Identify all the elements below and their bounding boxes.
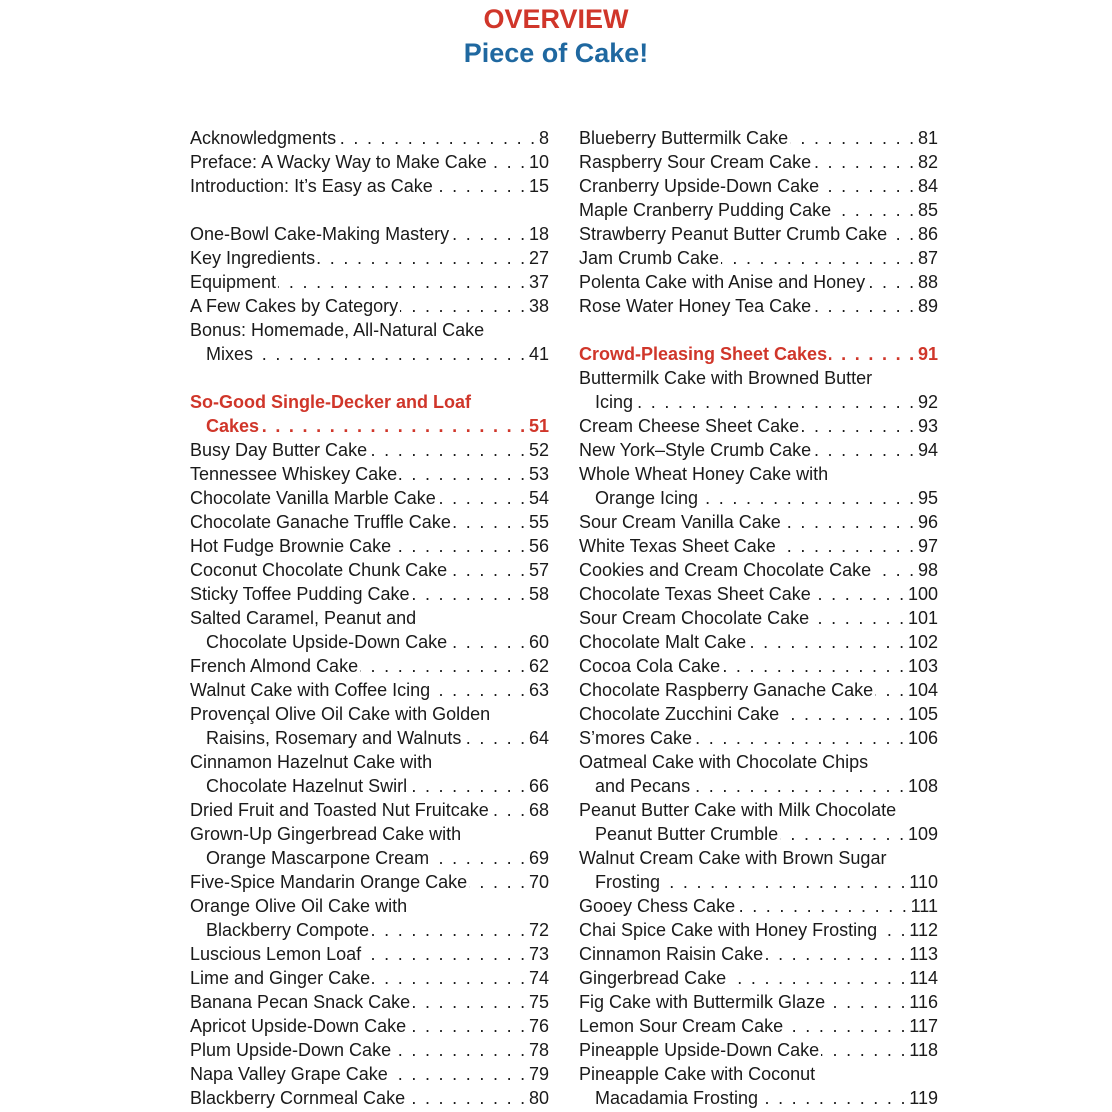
toc-leader-dots bbox=[411, 582, 526, 606]
toc-entry-title: Salted Caramel, Peanut and bbox=[190, 608, 417, 628]
toc-entry-title: Chocolate Zucchini Cake bbox=[579, 704, 780, 724]
toc-page-number: 111 bbox=[910, 896, 938, 916]
toc-entry[interactable] bbox=[579, 942, 938, 966]
toc-entry-title: Blackberry Cornmeal Cake bbox=[190, 1088, 406, 1108]
toc-entry-title: Lime and Ginger Cake bbox=[190, 968, 371, 988]
toc-entry[interactable] bbox=[190, 246, 549, 270]
toc-entry[interactable] bbox=[190, 150, 549, 174]
toc-entry-title: Gingerbread Cake bbox=[579, 968, 727, 988]
toc-entry-title: Five-Spice Mandarin Orange Cake bbox=[190, 872, 468, 892]
toc-entry[interactable] bbox=[190, 1014, 549, 1038]
toc-page-number: 75 bbox=[528, 992, 549, 1012]
toc-entry-title: Maple Cranberry Pudding Cake bbox=[579, 200, 832, 220]
toc-entry-title: Buttermilk Cake with Browned Butter bbox=[579, 368, 873, 388]
toc-leader-dots bbox=[338, 126, 537, 150]
toc-entry[interactable] bbox=[190, 534, 549, 558]
toc-entry[interactable] bbox=[579, 654, 938, 678]
toc-entry[interactable] bbox=[190, 270, 549, 294]
toc-leader-dots bbox=[360, 654, 527, 678]
toc-entry-title: Lemon Sour Cream Cake bbox=[579, 1016, 784, 1036]
toc-page-number: 96 bbox=[917, 512, 938, 532]
page-title: OVERVIEW bbox=[483, 4, 629, 34]
toc-entry[interactable] bbox=[190, 846, 549, 870]
toc-leader-dots bbox=[827, 990, 907, 1014]
toc-entry[interactable] bbox=[190, 894, 549, 918]
toc-entry-title: Napa Valley Grape Cake bbox=[190, 1064, 388, 1084]
toc-entry-title: Grown-Up Gingerbread Cake with bbox=[190, 824, 462, 844]
toc-page-number: 78 bbox=[528, 1040, 549, 1060]
toc-entry[interactable] bbox=[190, 630, 549, 654]
toc-entry[interactable] bbox=[190, 510, 549, 534]
toc-page-number: 100 bbox=[907, 584, 938, 604]
toc-entry-title: Fig Cake with Buttermilk Glaze bbox=[579, 992, 826, 1012]
toc-page-number: 113 bbox=[909, 944, 938, 964]
toc-entry[interactable] bbox=[190, 342, 549, 366]
toc-entry-title: Cocoa Cola Cake bbox=[579, 656, 721, 676]
toc-entry-title: Oatmeal Cake with Chocolate Chips bbox=[579, 752, 869, 772]
toc-entry-title: Polenta Cake with Anise and Honey bbox=[579, 272, 866, 292]
toc-leader-dots bbox=[760, 1086, 907, 1110]
toc-leader-dots bbox=[694, 726, 906, 750]
toc-spacer bbox=[190, 366, 549, 390]
toc-entry-title: Sticky Toffee Pudding Cake bbox=[190, 584, 410, 604]
toc-entry[interactable] bbox=[190, 1062, 549, 1086]
toc-page-number: 37 bbox=[528, 272, 549, 292]
toc-leader-dots bbox=[363, 942, 527, 966]
toc-entry-title: Key Ingredients bbox=[190, 248, 316, 268]
toc-entry-title: Strawberry Peanut Butter Crumb Cake bbox=[579, 224, 888, 244]
toc-entry[interactable] bbox=[190, 942, 549, 966]
toc-entry-title: Bonus: Homemade, All-Natural Cake bbox=[190, 320, 485, 340]
toc-entry[interactable] bbox=[579, 510, 938, 534]
toc-leader-dots bbox=[879, 918, 907, 942]
toc-entry[interactable] bbox=[190, 702, 549, 726]
toc-leader-dots bbox=[393, 1038, 527, 1062]
toc-entry-title: Frosting bbox=[595, 872, 661, 892]
toc-page-number: 68 bbox=[528, 800, 549, 820]
toc-page-number: 116 bbox=[909, 992, 938, 1012]
toc-entry-title: Walnut Cream Cake with Brown Sugar bbox=[579, 848, 887, 868]
toc-leader-dots bbox=[873, 558, 916, 582]
toc-entry[interactable] bbox=[579, 126, 938, 150]
toc-entry-title: Chai Spice Cake with Honey Frosting bbox=[579, 920, 878, 940]
toc-entry-title: S’mores Cake bbox=[579, 728, 693, 748]
toc-leader-dots bbox=[278, 270, 527, 294]
toc-page-number: 93 bbox=[917, 416, 938, 436]
toc-page-number: 103 bbox=[907, 656, 938, 676]
toc-page-number: 55 bbox=[528, 512, 549, 532]
toc-entry[interactable] bbox=[190, 126, 549, 150]
toc-page-number: 10 bbox=[528, 152, 549, 172]
toc-entry[interactable] bbox=[579, 630, 938, 654]
toc-entry-title: French Almond Cake bbox=[190, 656, 359, 676]
toc-page-number: 53 bbox=[528, 464, 549, 484]
toc-page-number: 109 bbox=[907, 824, 938, 844]
toc-page-number: 74 bbox=[528, 968, 549, 988]
toc-leader-dots bbox=[393, 534, 527, 558]
toc-entry[interactable] bbox=[190, 438, 549, 462]
toc-entry[interactable] bbox=[579, 390, 938, 414]
toc-entry[interactable] bbox=[579, 270, 938, 294]
toc-page-number: 89 bbox=[917, 296, 938, 316]
toc-entry[interactable] bbox=[579, 990, 938, 1014]
toc-entry[interactable] bbox=[579, 846, 938, 870]
toc-page-number: 79 bbox=[528, 1064, 549, 1084]
toc-entry[interactable] bbox=[579, 1062, 938, 1086]
toc-page-number: 57 bbox=[528, 560, 549, 580]
toc-entry-title: Provençal Olive Oil Cake with Golden bbox=[190, 704, 491, 724]
toc-entry-title: Cranberry Upside-Down Cake bbox=[579, 176, 820, 196]
toc-entry-title: Banana Pecan Snack Cake bbox=[190, 992, 411, 1012]
toc-entry-title: One-Bowl Cake-Making Mastery bbox=[190, 224, 450, 244]
toc-leader-dots bbox=[469, 870, 527, 894]
toc-entry-title: So-Good Single-Decker and Loaf bbox=[190, 392, 472, 412]
toc-page-number: 102 bbox=[907, 632, 938, 652]
toc-leader-dots bbox=[408, 1014, 527, 1038]
toc-leader-dots bbox=[662, 870, 907, 894]
toc-page-number: 105 bbox=[907, 704, 938, 724]
toc-leader-dots bbox=[489, 150, 527, 174]
toc-leader-dots bbox=[451, 222, 527, 246]
toc-page-number: 81 bbox=[917, 128, 938, 148]
toc-entry[interactable] bbox=[579, 750, 938, 774]
toc-page-number: 38 bbox=[528, 296, 549, 316]
toc-leader-dots bbox=[867, 270, 916, 294]
toc-leader-dots bbox=[813, 582, 906, 606]
toc-entry-title: Walnut Cake with Coffee Icing bbox=[190, 680, 431, 700]
toc-entry-title: Plum Upside-Down Cake bbox=[190, 1040, 392, 1060]
toc-leader-dots bbox=[400, 294, 527, 318]
toc-entry[interactable] bbox=[579, 1038, 938, 1062]
toc-leader-dots bbox=[785, 1014, 907, 1038]
toc-leader-dots bbox=[765, 942, 907, 966]
page-header bbox=[0, 2, 1112, 70]
toc-page-number: 87 bbox=[917, 248, 938, 268]
toc-page-number: 119 bbox=[909, 1088, 938, 1108]
toc-entry-title: Icing bbox=[595, 392, 634, 412]
toc-leader-dots bbox=[491, 798, 527, 822]
toc-entry-title: Blackberry Compote bbox=[206, 920, 370, 940]
toc-entry-title: Sour Cream Chocolate Cake bbox=[579, 608, 810, 628]
toc-entry[interactable] bbox=[579, 366, 938, 390]
toc-entry-title: Cream Cheese Sheet Cake bbox=[579, 416, 800, 436]
toc-leader-dots bbox=[255, 342, 527, 366]
toc-leader-dots bbox=[821, 174, 916, 198]
toc-column-right bbox=[579, 126, 938, 1110]
toc-entry-title: Chocolate Hazelnut Swirl bbox=[206, 776, 408, 796]
toc-entry[interactable] bbox=[579, 606, 938, 630]
toc-entry[interactable] bbox=[579, 486, 938, 510]
toc-entry[interactable] bbox=[579, 894, 938, 918]
toc-page-number: 27 bbox=[528, 248, 549, 268]
toc-entry-title: Cakes bbox=[206, 416, 260, 436]
toc-entry-title: Tennessee Whiskey Cake bbox=[190, 464, 398, 484]
toc-page-number: 60 bbox=[528, 632, 549, 652]
toc-leader-dots bbox=[431, 846, 527, 870]
toc-entry[interactable] bbox=[579, 222, 938, 246]
toc-leader-dots bbox=[783, 510, 916, 534]
toc-spacer bbox=[579, 318, 938, 342]
toc-entry-title: Equipment bbox=[190, 272, 277, 292]
toc-page-number: 97 bbox=[917, 536, 938, 556]
toc-entry-title: Acknowledgments bbox=[190, 128, 337, 148]
toc-entry[interactable] bbox=[190, 990, 549, 1014]
toc-entry[interactable] bbox=[579, 558, 938, 582]
toc-entry-title: Luscious Lemon Loaf bbox=[190, 944, 362, 964]
toc-entry-title: Macadamia Frosting bbox=[595, 1088, 759, 1108]
toc-leader-dots bbox=[317, 246, 527, 270]
toc-entry-title: Hot Fudge Brownie Cake bbox=[190, 536, 392, 556]
toc-leader-dots bbox=[369, 438, 527, 462]
toc-entry[interactable] bbox=[579, 966, 938, 990]
toc-entry[interactable] bbox=[579, 726, 938, 750]
toc-entry[interactable] bbox=[579, 918, 938, 942]
toc-entry[interactable] bbox=[190, 750, 549, 774]
toc-page-number: 101 bbox=[907, 608, 938, 628]
toc-page-number: 15 bbox=[528, 176, 549, 196]
toc-entry-title: Sour Cream Vanilla Cake bbox=[579, 512, 781, 532]
toc-entry[interactable] bbox=[579, 1086, 938, 1110]
toc-page-number: 76 bbox=[528, 1016, 549, 1036]
toc-leader-dots bbox=[801, 414, 916, 438]
toc-page-number: 18 bbox=[528, 224, 549, 244]
toc-entry[interactable] bbox=[190, 726, 549, 750]
toc-page-number: 106 bbox=[907, 728, 938, 748]
toc-entry[interactable] bbox=[579, 534, 938, 558]
toc-entry-title: A Few Cakes by Category bbox=[190, 296, 399, 316]
toc-entry-title: Raisins, Rosemary and Walnuts bbox=[206, 728, 462, 748]
toc-page-number: 52 bbox=[528, 440, 549, 460]
toc-page-number: 108 bbox=[907, 776, 938, 796]
toc-page-number: 110 bbox=[909, 872, 938, 892]
toc-page-number: 91 bbox=[917, 344, 938, 364]
toc-entry-title: Chocolate Ganache Truffle Cake bbox=[190, 512, 451, 532]
toc-entry-title: Orange Icing bbox=[595, 488, 699, 508]
toc-entry[interactable] bbox=[190, 870, 549, 894]
toc-entry[interactable] bbox=[579, 774, 938, 798]
toc-entry[interactable] bbox=[190, 1086, 549, 1110]
toc-entry[interactable] bbox=[579, 294, 938, 318]
toc-entry[interactable] bbox=[579, 414, 938, 438]
toc-entry-title: Chocolate Raspberry Ganache Cake bbox=[579, 680, 874, 700]
toc-leader-dots bbox=[811, 606, 906, 630]
toc-entry-title: Chocolate Vanilla Marble Cake bbox=[190, 488, 436, 508]
toc-leader-dots bbox=[780, 822, 906, 846]
toc-entry-title: and Pecans bbox=[595, 776, 691, 796]
toc-entry-title: Gooey Chess Cake bbox=[579, 896, 736, 916]
toc-section-heading[interactable] bbox=[190, 390, 549, 414]
toc-page-number: 66 bbox=[528, 776, 549, 796]
toc-leader-dots bbox=[449, 558, 527, 582]
toc-entry-title: Cinnamon Hazelnut Cake with bbox=[190, 752, 433, 772]
toc-entry[interactable] bbox=[190, 606, 549, 630]
toc-leader-dots bbox=[833, 198, 916, 222]
toc-page-number: 104 bbox=[907, 680, 938, 700]
toc-entry[interactable] bbox=[190, 1038, 549, 1062]
toc-page-number: 86 bbox=[917, 224, 938, 244]
toc-page-number: 80 bbox=[528, 1088, 549, 1108]
toc-entry-title: Whole Wheat Honey Cake with bbox=[579, 464, 829, 484]
toc-entry-title: Jam Crumb Cake bbox=[579, 248, 720, 268]
toc-page-number: 94 bbox=[917, 440, 938, 460]
toc-entry[interactable] bbox=[579, 702, 938, 726]
toc-entry-title: Chocolate Upside-Down Cake bbox=[206, 632, 448, 652]
toc-entry[interactable] bbox=[579, 198, 938, 222]
toc-leader-dots bbox=[875, 678, 906, 702]
toc-page-number: 58 bbox=[528, 584, 549, 604]
toc-entry[interactable] bbox=[190, 822, 549, 846]
toc-entry-title: Cookies and Cream Chocolate Cake bbox=[579, 560, 872, 580]
toc-entry-title: Preface: A Wacky Way to Make Cake bbox=[190, 152, 487, 172]
page-subtitle: Piece of Cake! bbox=[463, 38, 649, 68]
toc-page-number: 56 bbox=[528, 536, 549, 556]
toc-page-number: 95 bbox=[917, 488, 938, 508]
toc-leader-dots bbox=[261, 414, 527, 438]
toc-leader-dots bbox=[635, 390, 916, 414]
toc-entry-title: New York–Style Crumb Cake bbox=[579, 440, 812, 460]
toc-leader-dots bbox=[829, 342, 916, 366]
toc-entry[interactable] bbox=[579, 870, 938, 894]
toc-entry[interactable] bbox=[579, 582, 938, 606]
toc-leader-dots bbox=[399, 462, 527, 486]
toc-leader-dots bbox=[721, 246, 916, 270]
toc-entry-title: Pineapple Upside-Down Cake bbox=[579, 1040, 820, 1060]
toc-leader-dots bbox=[790, 126, 916, 150]
toc-page-number: 88 bbox=[917, 272, 938, 292]
toc-leader-dots bbox=[700, 486, 916, 510]
toc-entry-title: Dried Fruit and Toasted Nut Fruitcake bbox=[190, 800, 489, 820]
toc-entry-title: Cinnamon Raisin Cake bbox=[579, 944, 764, 964]
toc-page-number: 98 bbox=[917, 560, 938, 580]
toc-entry[interactable] bbox=[190, 174, 549, 198]
toc-page-number: 69 bbox=[528, 848, 549, 868]
toc-page-number: 118 bbox=[909, 1040, 938, 1060]
toc-entry[interactable] bbox=[190, 486, 549, 510]
toc-leader-dots bbox=[372, 966, 527, 990]
toc-page-number: 82 bbox=[917, 152, 938, 172]
toc-entry[interactable] bbox=[579, 822, 938, 846]
toc-entry-title: Crowd-Pleasing Sheet Cakes bbox=[579, 344, 828, 364]
toc-entry-title: Rose Water Honey Tea Cake bbox=[579, 296, 812, 316]
toc-leader-dots bbox=[813, 438, 916, 462]
toc-entry[interactable] bbox=[579, 462, 938, 486]
toc-page-number: 92 bbox=[917, 392, 938, 412]
toc-section-heading[interactable] bbox=[190, 414, 549, 438]
toc-page-number: 73 bbox=[528, 944, 549, 964]
toc-entry-title: White Texas Sheet Cake bbox=[579, 536, 776, 556]
toc-entry-title: Peanut Butter Cake with Milk Chocolate bbox=[579, 800, 897, 820]
toc-entry-title: Orange Mascarpone Cream bbox=[206, 848, 430, 868]
toc-entry-title: Busy Day Butter Cake bbox=[190, 440, 368, 460]
toc-leader-dots bbox=[435, 174, 527, 198]
toc-leader-dots bbox=[409, 774, 527, 798]
toc-leader-dots bbox=[371, 918, 527, 942]
toc-entry-title: Apricot Upside-Down Cake bbox=[190, 1016, 407, 1036]
toc-leader-dots bbox=[889, 222, 916, 246]
toc-leader-dots bbox=[412, 990, 527, 1014]
toc-spacer bbox=[190, 198, 549, 222]
toc-entry[interactable] bbox=[190, 558, 549, 582]
toc-entry[interactable] bbox=[579, 150, 938, 174]
toc-section-heading[interactable] bbox=[579, 342, 938, 366]
toc-leader-dots bbox=[821, 1038, 907, 1062]
toc-page-number: 85 bbox=[917, 200, 938, 220]
toc-entry[interactable] bbox=[190, 294, 549, 318]
toc-page-number: 70 bbox=[528, 872, 549, 892]
toc-leader-dots bbox=[692, 774, 906, 798]
toc-leader-dots bbox=[813, 294, 916, 318]
toc-entry-title: Mixes bbox=[206, 344, 254, 364]
toc-column-left bbox=[190, 126, 549, 1110]
toc-entry[interactable] bbox=[579, 174, 938, 198]
toc-entry-title: Chocolate Malt Cake bbox=[579, 632, 747, 652]
toc-page-number: 64 bbox=[528, 728, 549, 748]
toc-entry[interactable] bbox=[190, 654, 549, 678]
toc-entry[interactable] bbox=[579, 1014, 938, 1038]
toc-entry[interactable] bbox=[579, 438, 938, 462]
toc-entry[interactable] bbox=[190, 462, 549, 486]
toc-leader-dots bbox=[449, 630, 527, 654]
toc-entry-title: Pineapple Cake with Coconut bbox=[579, 1064, 816, 1084]
toc-entry[interactable] bbox=[190, 318, 549, 342]
toc-leader-dots bbox=[438, 486, 527, 510]
toc-page-number: 62 bbox=[528, 656, 549, 676]
toc-leader-dots bbox=[728, 966, 907, 990]
toc-entry-title: Blueberry Buttermilk Cake bbox=[579, 128, 789, 148]
toc-entry[interactable] bbox=[190, 918, 549, 942]
toc-page-number: 51 bbox=[528, 416, 549, 436]
toc-entry[interactable] bbox=[579, 798, 938, 822]
toc-leader-dots bbox=[778, 534, 916, 558]
toc-entry[interactable] bbox=[190, 678, 549, 702]
toc-entry[interactable] bbox=[579, 678, 938, 702]
toc-entry[interactable] bbox=[579, 246, 938, 270]
toc-page-number: 112 bbox=[909, 920, 938, 940]
toc-leader-dots bbox=[432, 678, 527, 702]
toc-leader-dots bbox=[737, 894, 909, 918]
toc-page-number: 63 bbox=[528, 680, 549, 700]
toc-page-number: 72 bbox=[528, 920, 549, 940]
toc-entry[interactable] bbox=[190, 774, 549, 798]
toc-entry-title: Orange Olive Oil Cake with bbox=[190, 896, 408, 916]
toc-leader-dots bbox=[748, 630, 906, 654]
toc-entry-title: Peanut Butter Crumble bbox=[595, 824, 779, 844]
toc-page-number: 117 bbox=[909, 1016, 938, 1036]
toc-page-number: 8 bbox=[538, 128, 549, 148]
toc-entry-title: Raspberry Sour Cream Cake bbox=[579, 152, 812, 172]
toc-entry-title: Coconut Chocolate Chunk Cake bbox=[190, 560, 448, 580]
toc-entry[interactable] bbox=[190, 222, 549, 246]
toc-entry[interactable] bbox=[190, 582, 549, 606]
toc-entry-title: Chocolate Texas Sheet Cake bbox=[579, 584, 811, 604]
toc-page-number: 54 bbox=[528, 488, 549, 508]
toc-leader-dots bbox=[407, 1086, 527, 1110]
toc-entry[interactable] bbox=[190, 798, 549, 822]
toc-leader-dots bbox=[390, 1062, 527, 1086]
toc-leader-dots bbox=[453, 510, 527, 534]
toc-entry[interactable] bbox=[190, 966, 549, 990]
toc-leader-dots bbox=[722, 654, 906, 678]
toc-leader-dots bbox=[813, 150, 916, 174]
toc-page-number: 84 bbox=[917, 176, 938, 196]
toc-page-number: 41 bbox=[528, 344, 549, 364]
toc-leader-dots bbox=[463, 726, 527, 750]
toc-entry-title: Introduction: It’s Easy as Cake bbox=[190, 176, 433, 196]
toc-leader-dots bbox=[781, 702, 906, 726]
toc-page-number: 114 bbox=[909, 968, 938, 988]
